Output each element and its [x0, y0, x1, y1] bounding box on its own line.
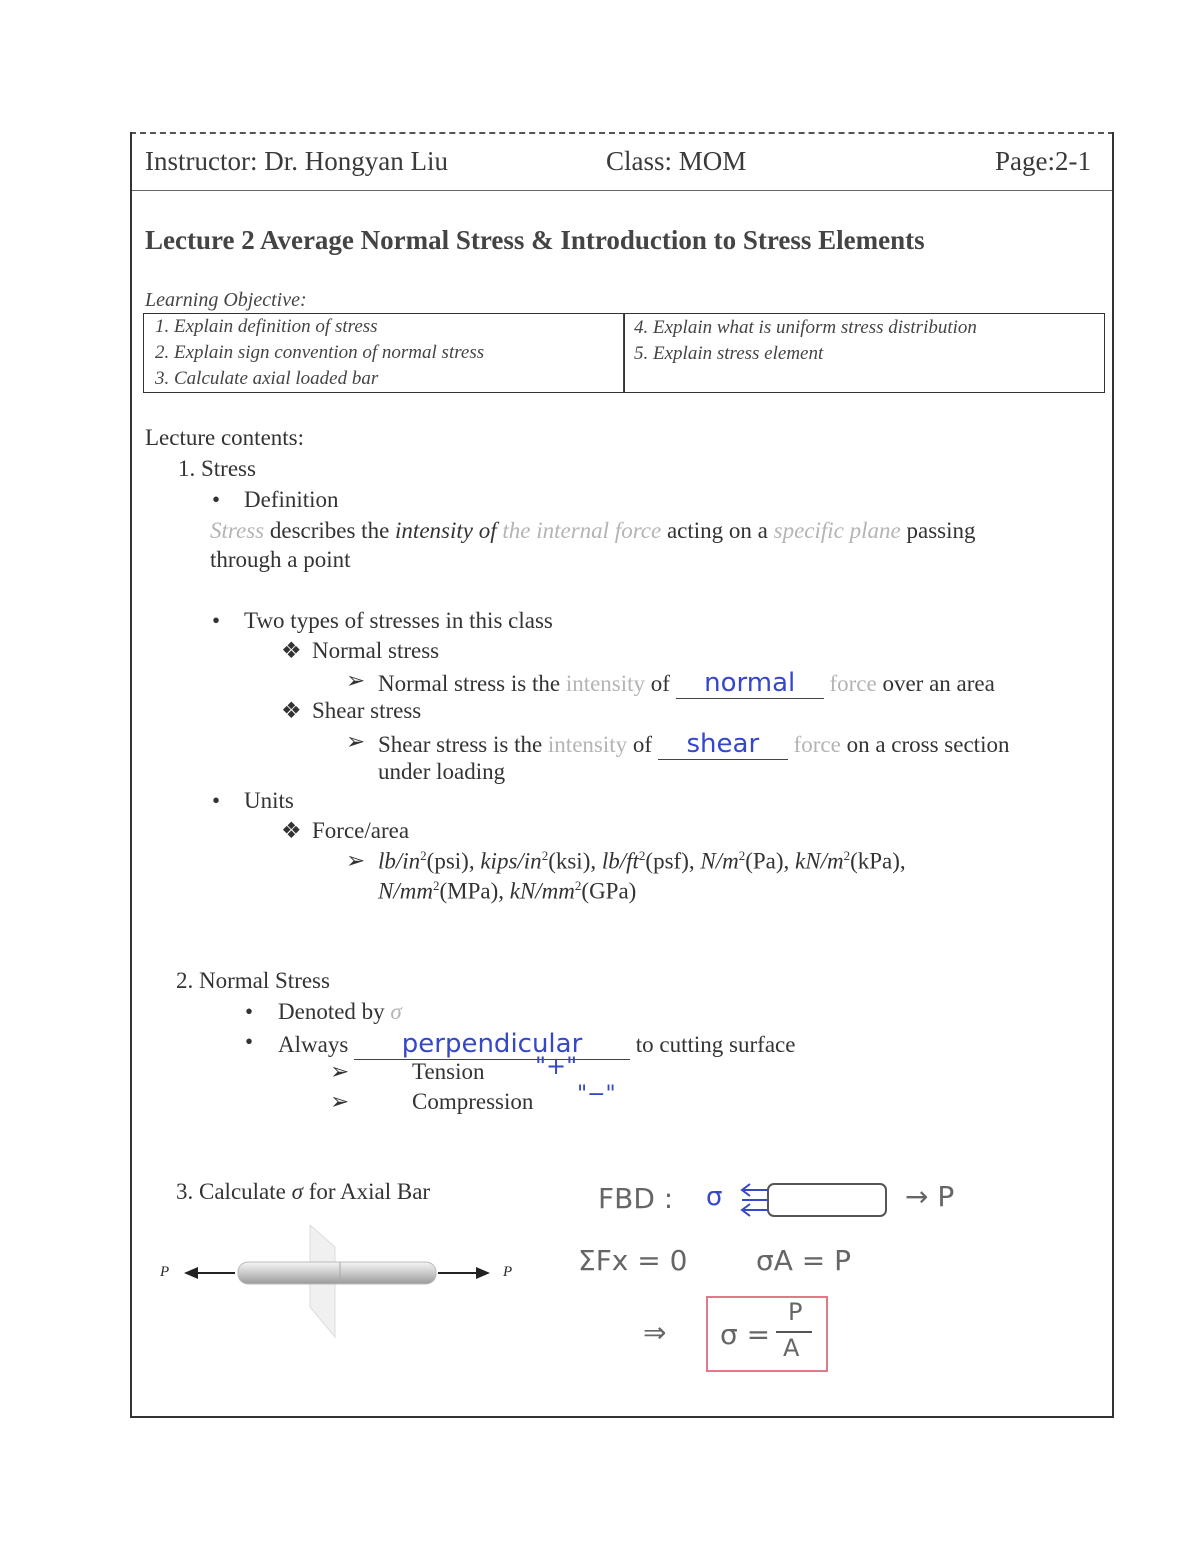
- diamond-bullet-icon: ❖: [281, 638, 302, 663]
- compression-label: Compression: [412, 1089, 534, 1114]
- unit-abbr: (psi),: [426, 848, 481, 874]
- definition-text-2: acting on a: [661, 518, 774, 543]
- s3-title-b: for Axial Bar: [302, 1179, 431, 1204]
- unit-abbr: (Pa),: [745, 848, 796, 874]
- result-denominator: A: [783, 1334, 800, 1362]
- fbd-sketch: [738, 1178, 898, 1222]
- units-line-2: [378, 878, 636, 905]
- section-1-title: 1. Stress: [178, 456, 256, 481]
- bullet: •: [212, 788, 221, 813]
- diamond-bullet-icon: ❖: [281, 698, 302, 723]
- normal-e: over an area: [876, 671, 995, 696]
- objective-item: 3. Calculate axial loaded bar: [155, 368, 379, 389]
- definition-label: Definition: [244, 487, 339, 512]
- tension-sign: "+": [535, 1052, 578, 1080]
- sup: 2: [843, 848, 851, 863]
- unit-abbr: (ksi),: [548, 848, 602, 874]
- shear-stress-label: Shear stress: [312, 698, 422, 723]
- tension-label: Tension: [412, 1059, 485, 1084]
- unit-kips-in: kips/in: [480, 848, 542, 874]
- arrow-bullet-icon: ➢: [330, 1089, 350, 1114]
- always-end: to cutting surface: [630, 1032, 796, 1057]
- bullet: •: [245, 1029, 254, 1054]
- lecture-title: Lecture 2 Average Normal Stress & Introduction to Stress Elements: [145, 225, 925, 255]
- definition-word-stress: Stress: [210, 518, 265, 543]
- sum-fx: ΣFx = 0: [578, 1244, 688, 1277]
- normal-d: force: [829, 671, 877, 696]
- unit-lb-in: lb/in: [378, 848, 421, 874]
- section-3-title: [176, 1179, 430, 1205]
- unit-lb-ft: lb/ft: [601, 848, 639, 874]
- sigma-symbol: σ: [291, 1179, 303, 1204]
- sup: 2: [738, 848, 746, 863]
- shear-stress-sentence: [378, 729, 1009, 760]
- contents-heading: Lecture contents:: [145, 425, 305, 450]
- shear-e: on a cross section: [840, 732, 1010, 757]
- denoted-text: Denoted by: [278, 999, 391, 1024]
- sigma-symbol: σ: [390, 999, 402, 1024]
- normal-c: of: [645, 671, 676, 696]
- learning-objective-label: Learning Objective:: [145, 289, 307, 311]
- objective-item: 2. Explain sign convention of normal stress: [155, 342, 485, 363]
- shear-a: Shear stress is the: [378, 732, 548, 757]
- sup: 2: [541, 848, 549, 863]
- normal-handwritten: normal: [704, 668, 796, 698]
- arrow-bullet-icon: ➢: [346, 848, 366, 873]
- result-numerator: P: [788, 1298, 803, 1326]
- implies-arrow: ⇒: [643, 1316, 667, 1349]
- page-number: Page:2-1: [995, 146, 1091, 176]
- sup: 2: [420, 848, 427, 863]
- shear-handwritten: shear: [686, 729, 760, 759]
- shear-d: force: [793, 732, 841, 757]
- objective-item: 5. Explain stress element: [634, 343, 824, 364]
- units-line-1: [378, 848, 906, 875]
- perpendicular-handwritten: perpendicular: [401, 1029, 583, 1059]
- unit-kn-m: kN/m: [795, 848, 844, 874]
- sigma-a-equation: σA = P: [756, 1244, 852, 1277]
- result-sigma: σ =: [720, 1318, 771, 1351]
- definition-word-intensity: intensity of: [395, 518, 497, 543]
- bullet: •: [212, 608, 221, 633]
- sup: 2: [638, 848, 646, 863]
- normal-stress-label: Normal stress: [312, 638, 440, 663]
- definition-word-internal-force: the internal force: [496, 518, 662, 543]
- arrow-bullet-icon: ➢: [330, 1059, 350, 1084]
- s3-title-a: 3. Calculate: [176, 1179, 292, 1204]
- fbd-force-p: → P: [905, 1180, 955, 1213]
- denoted-line: [278, 999, 402, 1025]
- units-heading: Units: [244, 788, 294, 813]
- perpendicular-blank: [354, 1029, 630, 1060]
- p-right-label: P: [503, 1264, 513, 1280]
- fraction-bar: [776, 1331, 812, 1333]
- force-area-label: Force/area: [312, 818, 410, 843]
- fbd-sigma: σ: [706, 1182, 723, 1212]
- definition-text-3: passing: [900, 518, 976, 543]
- normal-stress-sentence: [378, 668, 995, 699]
- types-heading: Two types of stresses in this class: [244, 608, 553, 633]
- p-left-label: P: [160, 1264, 170, 1280]
- sup: 2: [432, 878, 440, 893]
- objective-item: 1. Explain definition of stress: [155, 316, 378, 337]
- class-label: Class: MOM: [606, 146, 747, 176]
- bullet: •: [245, 999, 254, 1024]
- shear-line-2: under loading: [378, 759, 506, 784]
- objective-item: 4. Explain what is uniform stress distribution: [634, 317, 977, 338]
- fbd-label: FBD :: [598, 1182, 674, 1215]
- unit-kn-mm: kN/mm: [509, 878, 575, 904]
- unit-abbr: (MPa),: [439, 878, 510, 904]
- shear-b: intensity: [547, 732, 628, 757]
- unit-abbr: (psf),: [645, 848, 701, 874]
- bullet: •: [212, 487, 221, 512]
- axial-bar-figure: [180, 1225, 500, 1340]
- arrow-bullet-icon: ➢: [346, 729, 366, 754]
- definition-text-1: describes the: [264, 518, 396, 543]
- definition-line-2: through a point: [210, 547, 351, 572]
- sup: 2: [574, 878, 582, 893]
- unit-n-mm: N/mm: [378, 878, 433, 904]
- unit-n-m: N/m: [700, 848, 739, 874]
- header-divider: [132, 190, 1112, 191]
- unit-abbr: (GPa): [581, 878, 637, 904]
- unit-abbr: (kPa),: [850, 848, 906, 874]
- diamond-bullet-icon: ❖: [281, 818, 302, 843]
- instructor-label: Instructor: Dr. Hongyan Liu: [145, 146, 448, 176]
- normal-b: intensity: [565, 671, 646, 696]
- shear-c: of: [627, 732, 658, 757]
- arrow-bullet-icon: ➢: [346, 668, 366, 693]
- shear-blank: [658, 729, 788, 760]
- definition-text: [210, 518, 975, 544]
- normal-blank: [676, 668, 824, 699]
- section-2-title: 2. Normal Stress: [176, 968, 330, 993]
- compression-sign: "−": [577, 1082, 616, 1107]
- normal-a: Normal stress is the: [378, 671, 566, 696]
- definition-word-plane: specific plane: [773, 518, 901, 543]
- always-text: Always: [278, 1032, 355, 1057]
